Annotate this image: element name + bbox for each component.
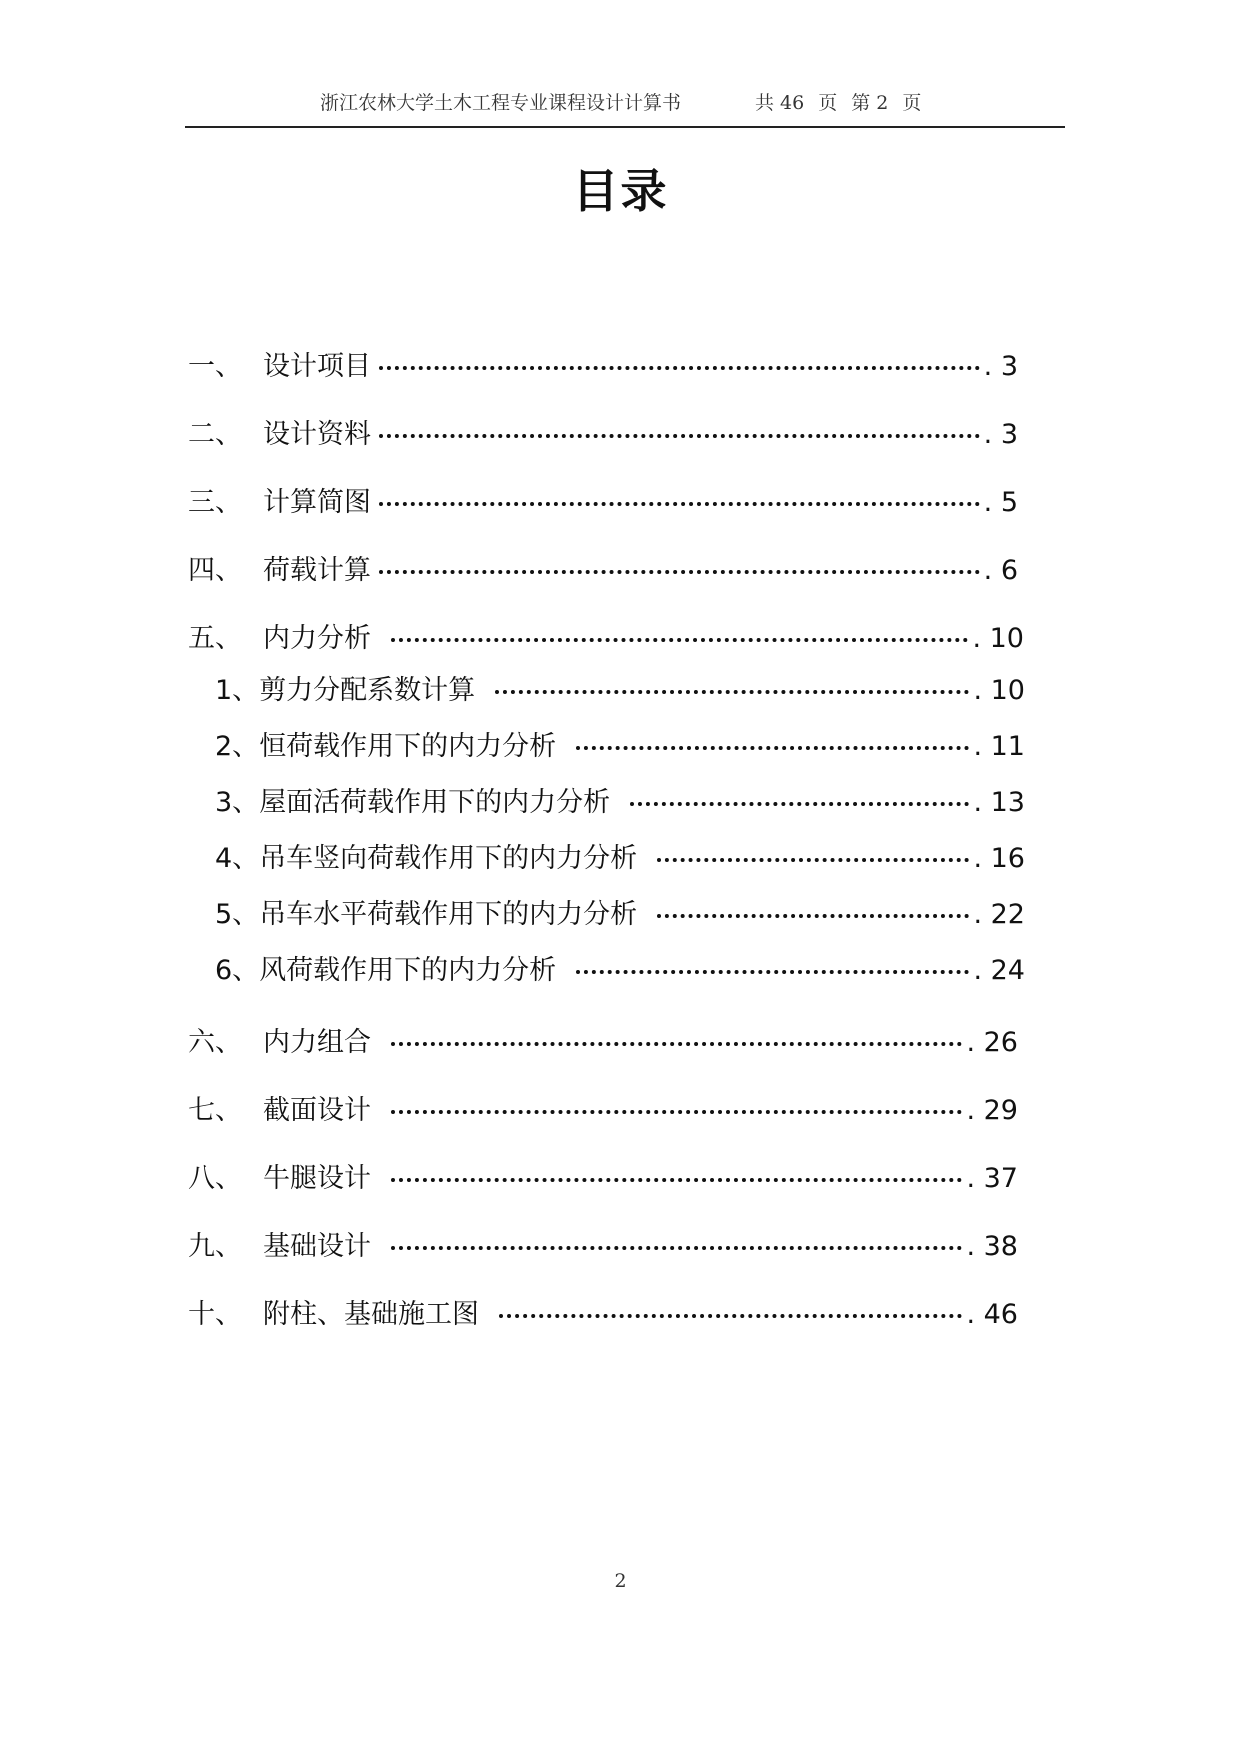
- header-total-suffix: 页: [818, 92, 838, 114]
- toc-subentry[interactable]: [215, 724, 1025, 764]
- toc-entry-label: 内力组合: [263, 1027, 371, 1058]
- toc-entry-page: . 3: [983, 351, 1018, 382]
- toc-entry-label: 风荷载作用下的内力分析: [259, 955, 557, 986]
- toc-entry-label: 设计项目: [263, 351, 371, 382]
- toc-leader-dots: [576, 970, 969, 974]
- toc-entry-number: 二、: [188, 419, 242, 450]
- toc-leader-dots: [379, 570, 980, 574]
- toc-entry-label: 附柱、基础施工图: [263, 1299, 479, 1330]
- toc-leader-dots: [576, 746, 969, 750]
- toc-entry-page: . 11: [973, 731, 1025, 762]
- toc-leader-dots: [379, 502, 980, 506]
- toc-entry-page: . 10: [973, 675, 1025, 706]
- header-current-suffix: 页: [902, 92, 922, 114]
- page-title: 目录: [572, 164, 669, 218]
- toc-leader-dots: [499, 1314, 962, 1318]
- toc-subentry[interactable]: [215, 948, 1025, 988]
- toc-entry-page: . 5: [983, 487, 1018, 518]
- toc-leader-dots: [391, 1246, 962, 1250]
- toc-entry-page: . 16: [973, 843, 1025, 874]
- toc-leader-dots: [379, 366, 980, 370]
- toc-entry-label: 恒荷载作用下的内力分析: [259, 731, 557, 762]
- toc-entry-label: 荷载计算: [263, 555, 371, 586]
- toc-entry-label: 截面设计: [263, 1095, 371, 1126]
- toc-subentry[interactable]: [215, 668, 1025, 708]
- toc-subentry[interactable]: [215, 836, 1025, 876]
- toc-leader-dots: [391, 1042, 962, 1046]
- page-footer-number: 2: [614, 1570, 627, 1592]
- toc-entry[interactable]: [188, 1020, 1018, 1060]
- toc-leader-dots: [630, 802, 969, 806]
- toc-entry-page: . 22: [973, 899, 1025, 930]
- toc-leader-dots: [391, 638, 968, 642]
- toc-entry-number: 2、: [215, 731, 260, 762]
- toc-entry-page: . 38: [966, 1231, 1018, 1262]
- toc-entry[interactable]: [188, 1156, 1018, 1196]
- toc-entry-number: 3、: [215, 787, 260, 818]
- toc-entry-page: . 29: [966, 1095, 1018, 1126]
- toc-entry[interactable]: [188, 412, 1018, 452]
- toc-entry[interactable]: [188, 344, 1018, 384]
- toc-leader-dots: [657, 858, 969, 862]
- toc-entry-page: . 46: [966, 1299, 1018, 1330]
- toc-entry-page: . 6: [983, 555, 1018, 586]
- toc-entry-number: 八、: [188, 1163, 242, 1194]
- toc-entry-page: . 24: [973, 955, 1025, 986]
- toc-entry-number: 5、: [215, 899, 260, 930]
- toc-entry-number: 三、: [188, 487, 242, 518]
- header-total-pages: 共 46: [755, 92, 805, 114]
- toc-entry-number: 一、: [188, 351, 242, 382]
- toc-entry-label: 屋面活荷载作用下的内力分析: [259, 787, 611, 818]
- toc-entry-label: 吊车竖向荷载作用下的内力分析: [259, 843, 638, 874]
- toc-entry-page: . 13: [973, 787, 1025, 818]
- toc-leader-dots: [391, 1110, 962, 1114]
- toc-leader-dots: [657, 914, 969, 918]
- header-school-title: 浙江农林大学土木工程专业课程设计计算书: [320, 92, 682, 114]
- toc-entry-number: 九、: [188, 1231, 242, 1262]
- toc-entry-label: 基础设计: [263, 1231, 371, 1262]
- toc-entry-number: 4、: [215, 843, 260, 874]
- toc-entry-number: 1、: [215, 675, 260, 706]
- toc-entry[interactable]: [188, 1224, 1018, 1264]
- toc-entry-page: . 26: [966, 1027, 1018, 1058]
- toc-subentry[interactable]: [215, 780, 1025, 820]
- toc-entry-page: . 37: [966, 1163, 1018, 1194]
- toc-entry-number: 五、: [188, 623, 242, 654]
- toc-entry-number: 六、: [188, 1027, 242, 1058]
- toc-subentry[interactable]: [215, 892, 1025, 932]
- toc-leader-dots: [391, 1178, 962, 1182]
- toc-entry-label: 设计资料: [263, 419, 371, 450]
- toc-entry[interactable]: [188, 480, 1018, 520]
- toc-entry-number: 四、: [188, 555, 242, 586]
- toc-entry-label: 内力分析: [263, 623, 371, 654]
- toc-leader-dots: [495, 690, 969, 694]
- toc-entry[interactable]: [188, 1088, 1018, 1128]
- toc-leader-dots: [379, 434, 980, 438]
- toc-entry-label: 吊车水平荷载作用下的内力分析: [259, 899, 638, 930]
- toc-entry[interactable]: [188, 1292, 1018, 1332]
- toc-entry-number: 十、: [188, 1299, 242, 1330]
- toc-entry-number: 6、: [215, 955, 260, 986]
- toc-entry-label: 剪力分配系数计算: [259, 675, 476, 706]
- toc-entry-label: 牛腿设计: [263, 1163, 371, 1194]
- header-current-page: 第 2: [851, 92, 889, 114]
- toc-entry-number: 七、: [188, 1095, 242, 1126]
- toc-entry[interactable]: [188, 548, 1018, 588]
- toc-entry[interactable]: [188, 616, 1024, 656]
- toc-entry-page: . 10: [972, 623, 1024, 654]
- toc-entry-label: 计算简图: [263, 487, 371, 518]
- toc-entry-page: . 3: [983, 419, 1018, 450]
